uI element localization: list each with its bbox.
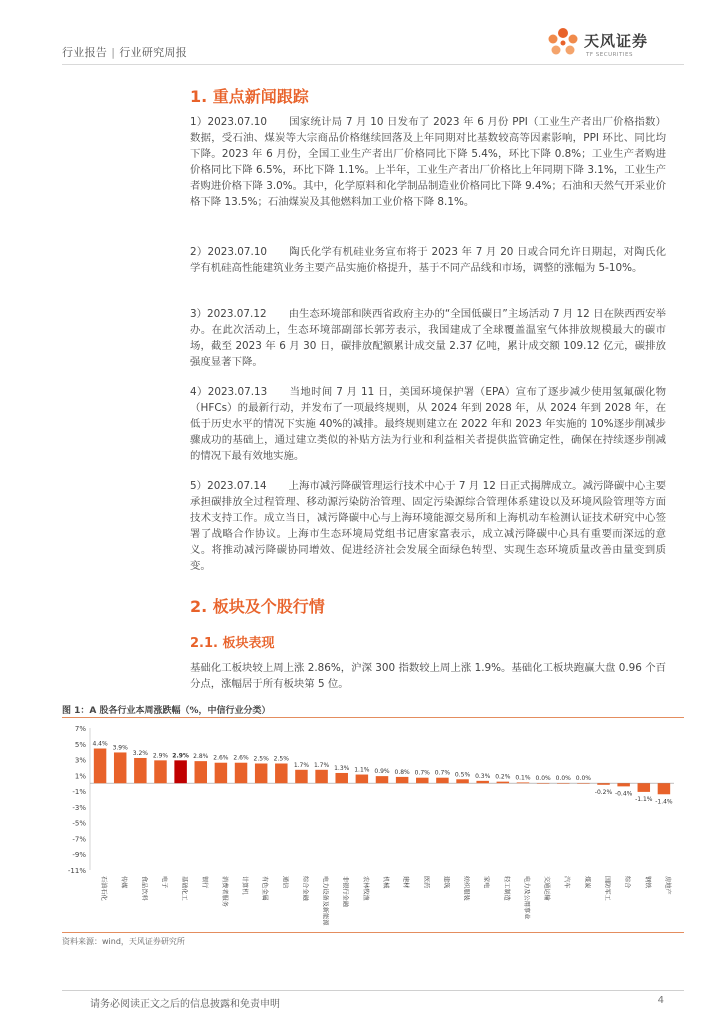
- data-label: 2.6%: [213, 754, 229, 762]
- y-tick-label: -11%: [67, 867, 86, 875]
- data-label: 0.5%: [454, 771, 471, 779]
- category-label: 食品饮料: [140, 876, 148, 901]
- category-label: 钢铁: [643, 876, 651, 889]
- data-label: 0.2%: [495, 773, 511, 781]
- category-label: 房地产: [663, 876, 671, 895]
- category-label: 电力设备及新能源: [321, 876, 329, 926]
- category-label: 石油石化: [100, 876, 108, 901]
- category-label: 建材: [402, 876, 410, 889]
- data-label: 3.2%: [132, 749, 148, 757]
- category-label: 综合: [623, 876, 631, 889]
- data-label: 0.0%: [555, 775, 571, 783]
- bar-煤炭: [577, 783, 589, 784]
- category-label: 国防军工: [603, 876, 611, 901]
- y-tick-label: -1%: [72, 788, 86, 797]
- category-label: 通信: [281, 876, 289, 889]
- category-label: 交通运输: [543, 876, 551, 901]
- bar-纺织服装: [456, 779, 468, 783]
- bar-家电: [476, 781, 488, 783]
- data-label: 0.8%: [394, 768, 410, 776]
- news-date: 4）2023.07.13: [190, 386, 268, 398]
- data-label: -0.4%: [614, 790, 633, 798]
- data-label: -0.2%: [594, 788, 613, 796]
- news-text: 国家统计局 7 月 10 日发布了 2023 年 6 月份 PPI（工业生产者出厂价格指数）数据，受石油、煤炭等大宗商品价格继续回落及上年同期对比基数较高等因素影响，PPI 环比、同比均下降。2023 年 6 月份，全国工业生产者出厂价格同比下降 5.4%，环比下降 0.8%；工业生产者购进价格同比下降 6.5%，环比下降 1.1%。上半年，工业生产者出厂价格比上年同期下降 3.1%，工业生产者购进价格下降 3.0%。其中，化学原料和化学制品制造业价格同比下降 9.4%；石油和天然气开采业价格下降 13.5%；石油煤炭及其他燃料加工业价格下降 8.1%。: [190, 116, 666, 208]
- section-1-title: 1. 重点新闻跟踪: [190, 87, 309, 106]
- data-label: 0.7%: [434, 769, 451, 777]
- y-tick-label: -7%: [72, 835, 86, 844]
- category-label: 家电: [482, 876, 490, 889]
- bar-医药: [416, 778, 428, 784]
- y-tick-label: 1%: [74, 772, 86, 781]
- bar-银行: [195, 761, 207, 783]
- data-label: 2.6%: [233, 754, 249, 762]
- section-2-1-title: 2.1. 板块表现: [190, 636, 275, 651]
- page-number: 4: [657, 995, 664, 1006]
- data-label: 0.0%: [575, 775, 592, 783]
- data-label: 1.1%: [354, 766, 370, 774]
- bar-钢铁: [638, 783, 650, 792]
- category-label: 电力及公用事业: [522, 876, 530, 920]
- bar-轻工制造: [497, 782, 509, 784]
- header-divider: [62, 64, 684, 65]
- data-label: 2.5%: [253, 755, 269, 763]
- bar-综合金融: [295, 770, 307, 783]
- report-subcategory: 行业研究周报: [119, 46, 188, 59]
- category-label: 医药: [422, 876, 430, 889]
- bar-房地产: [658, 783, 670, 794]
- news-item-1: [190, 114, 666, 210]
- bar-汽车: [557, 783, 569, 784]
- data-label: -1.4%: [655, 798, 673, 806]
- data-label: 2.8%: [193, 753, 209, 761]
- bar-建材: [396, 777, 408, 783]
- news-date: 2）2023.07.10: [190, 246, 268, 258]
- news-text: 当地时间 7 月 11 日，美国环境保护署（EPA）宣布了逐步减少使用氢氟碳化物（HFCs）的最新行动，并发布了一项最终规则，从 2024 年到 2028 年，从 2024 年到 2028 年，在低于历史水平的情况下实施 40%的减排。最终规则建立在 2022 年和 2023 年实施的 10%逐步削减步骤成功的基础上，通过建立类似的补贴方法为行业和利益相关者提供监管确定性，确保在持续逐步削减的情况下最有效地实施。: [190, 386, 666, 462]
- data-label: 0.7%: [414, 769, 430, 777]
- header-separator: |: [111, 46, 116, 59]
- bar-通信: [275, 764, 287, 784]
- category-label: 非银行金融: [341, 876, 349, 907]
- y-tick-label: -9%: [72, 851, 86, 860]
- figure-bottom-rule: [62, 932, 684, 933]
- figure-source: 资料来源：wind，天风证券研究所: [62, 937, 185, 946]
- data-label: 2.5%: [273, 755, 289, 763]
- category-label: 纺织服装: [462, 876, 470, 901]
- data-label: -1.1%: [635, 795, 653, 803]
- bar-建筑: [436, 778, 448, 784]
- y-tick-label: 7%: [74, 725, 86, 733]
- news-text: 陶氏化学有机硅业务宣布将于 2023 年 7 月 20 日或合同允许日期起，对陶氏化学有机硅高性能建筑业务主要产品实施价格提升，基于不同产品线和市场，调整的涨幅为 5-10%。: [190, 246, 666, 274]
- figure-title: 图 1：A 股各行业本周涨跌幅（%，中信行业分类）: [62, 706, 271, 716]
- data-label: 0.3%: [475, 772, 491, 780]
- category-label: 煤炭: [583, 876, 591, 889]
- industry-returns-chart: [62, 718, 684, 930]
- report-type-label: [62, 44, 187, 60]
- category-label: 建筑: [442, 876, 450, 889]
- bar-电子: [154, 760, 166, 783]
- bar-基础化工: [174, 760, 186, 783]
- data-label: 0.1%: [515, 774, 531, 782]
- category-label: 汽车: [563, 876, 571, 889]
- bar-石油石化: [94, 749, 106, 784]
- logo-flower-icon: [544, 26, 582, 62]
- data-label: 2.9%: [172, 752, 189, 760]
- bar-消费者服务: [215, 763, 227, 784]
- news-text: 上海市减污降碳管理运行技术中心于 7 月 12 日正式揭牌成立。减污降碳中心主要承担碳排放全过程管理、移动源污染防治管理、固定污染源综合管理体系建设以及环境风险管理等方面技术支持工作。成立当日，减污降碳中心与上海环境能源交易所和上海机动车检测认证技术研究中心签署了战略合作协议。上海市生态环境局党组书记唐家富表示，成立减污降碳中心具有重要而深远的意义。将推动减污降碳协同增效、促进经济社会发展全面绿色转型、实现生态环境质量改善由量变到质变。: [190, 480, 666, 572]
- bar-机械: [376, 776, 388, 783]
- bar-电力设备及新能源: [315, 770, 327, 783]
- bar-非银行金融: [335, 773, 347, 783]
- category-label: 电子: [160, 876, 168, 889]
- news-date: 1）2023.07.10: [190, 116, 267, 128]
- bar-综合: [617, 783, 629, 786]
- news-item-4: [190, 384, 666, 464]
- category-label: 机械: [382, 876, 389, 889]
- data-label: 0.9%: [374, 768, 390, 776]
- logo-subtitle: TF SECURITIES: [586, 52, 633, 58]
- bar-传媒: [114, 752, 126, 783]
- y-tick-label: -5%: [72, 819, 86, 828]
- section-2-title: 2. 板块及个股行情: [190, 597, 325, 616]
- y-tick-label: 3%: [74, 756, 86, 765]
- data-label: 4.4%: [92, 740, 108, 748]
- news-item-5: [190, 478, 666, 574]
- category-label: 基础化工: [180, 876, 188, 901]
- data-label: 1.3%: [334, 764, 350, 772]
- bar-电力及公用事业: [517, 782, 529, 783]
- data-label: 1.7%: [313, 761, 330, 769]
- bar-交通运输: [537, 783, 549, 784]
- news-item-3: [190, 306, 666, 370]
- news-date: 3）2023.07.12: [190, 308, 267, 320]
- category-label: 综合金融: [301, 876, 309, 901]
- category-label: 消费者服务: [220, 876, 228, 907]
- sector-summary: 基础化工板块较上周上涨 2.86%，沪深 300 指数较上周上涨 1.9%。基础化工板块跑赢大盘 0.96 个百分点，涨幅居于所有板块第 5 位。: [190, 662, 666, 690]
- news-text: 由生态环境部和陕西省政府主办的“全国低碳日”主场活动 7 月 12 日在陕西西安举办。在此次活动上，生态环境部副部长郭芳表示，我国建成了全球覆盖温室气体排放规模最大的碳市场，截至 2023 年 6 月 30 日，碳排放配额累计成交量 2.37 亿吨，累计成交额 109.12 亿元，碳排放强度显著下降。: [190, 308, 666, 368]
- data-label: 1.7%: [293, 761, 310, 769]
- bar-计算机: [235, 763, 247, 784]
- category-label: 计算机: [241, 876, 249, 895]
- bar-农林牧渔: [356, 775, 368, 784]
- data-label: 3.9%: [112, 744, 128, 752]
- data-label: 2.9%: [152, 752, 169, 760]
- y-tick-label: 5%: [74, 740, 86, 749]
- category-label: 有色金属: [261, 876, 269, 901]
- bar-食品饮料: [134, 758, 146, 783]
- report-category: 行业报告: [62, 46, 108, 59]
- logo-name: 天风证券: [584, 32, 649, 50]
- company-logo: [544, 24, 684, 64]
- category-label: 传媒: [120, 876, 128, 889]
- category-label: 轻工制造: [502, 876, 510, 901]
- footer-divider: [62, 990, 684, 991]
- category-label: 农林牧渔: [361, 876, 369, 901]
- bar-有色金属: [255, 764, 267, 784]
- news-item-2: [190, 244, 666, 276]
- data-label: 0.0%: [535, 775, 551, 783]
- category-label: 银行: [200, 876, 208, 889]
- disclaimer-link[interactable]: 请务必阅读正文之后的信息披露和免责申明: [90, 999, 280, 1010]
- y-tick-label: -3%: [72, 803, 86, 812]
- bar-国防军工: [597, 783, 609, 785]
- news-date: 5）2023.07.14: [190, 480, 267, 492]
